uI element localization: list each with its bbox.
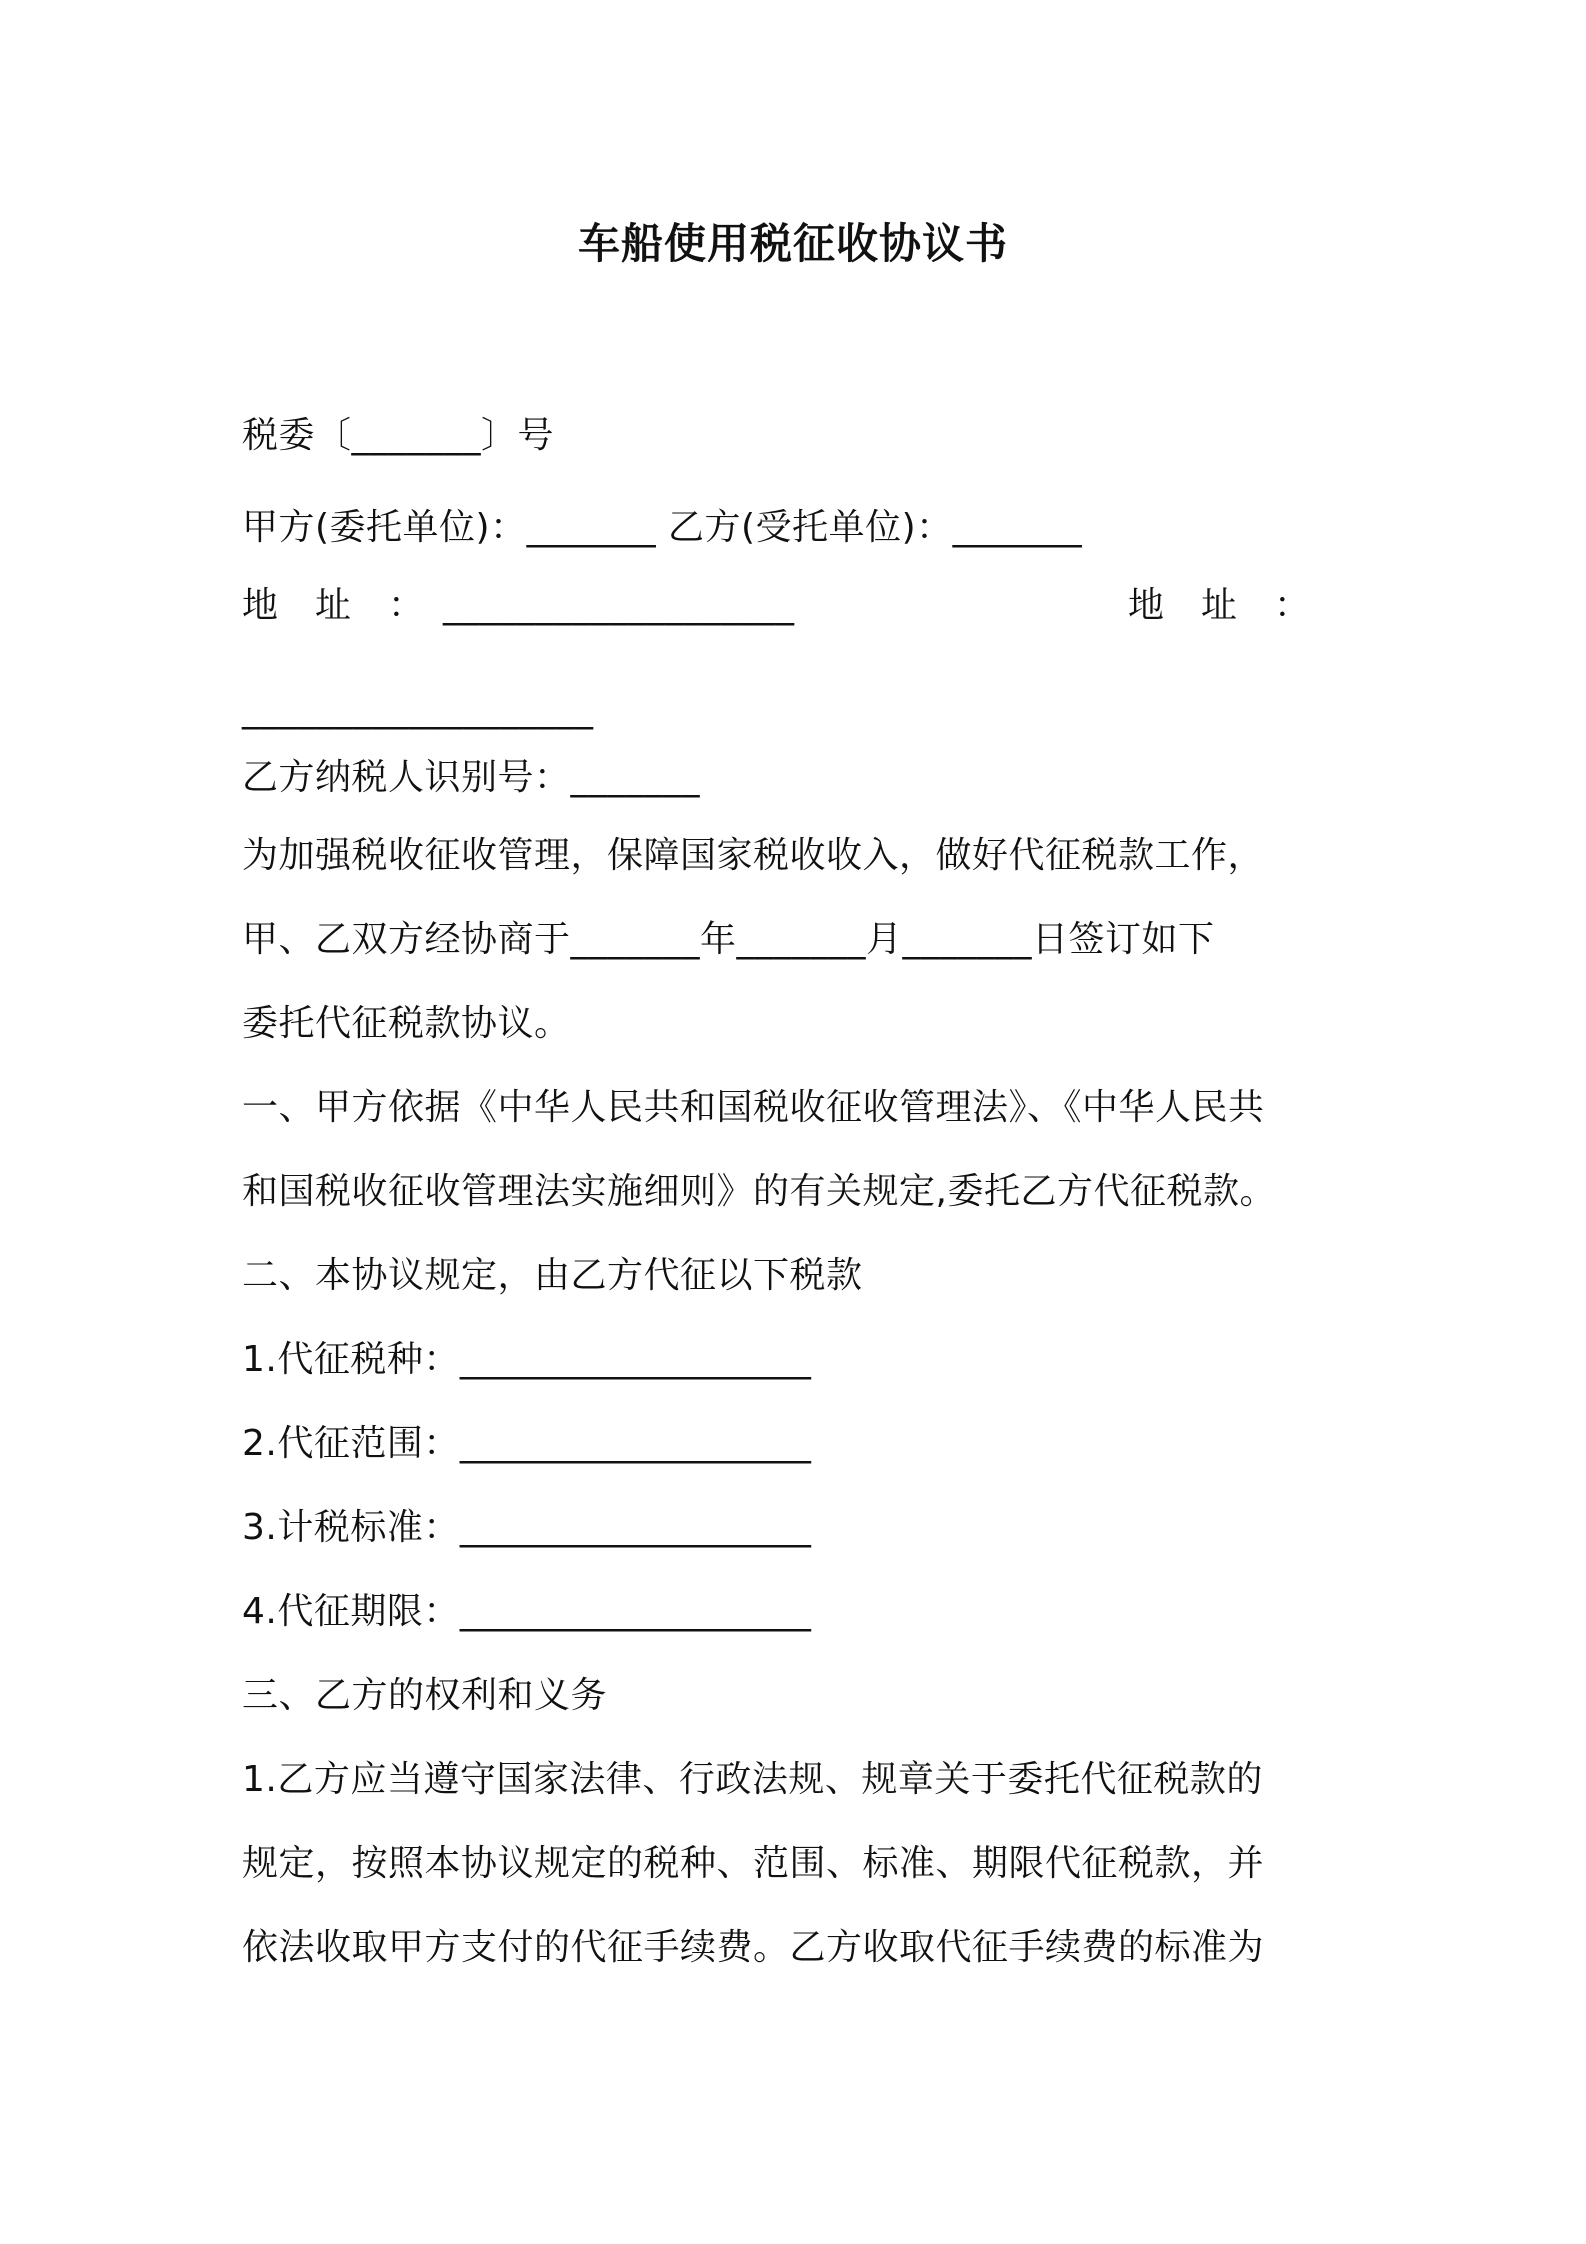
clause-two-item-4: 4.代征期限：___________________: [242, 1591, 812, 1632]
party-b-address-blank: ___________________: [242, 689, 594, 730]
clause-three-item-1-line-3: 依法收取甲方支付的代征手续费。乙方收取代征手续费的标准为: [242, 1927, 1265, 1968]
paragraph-intro-line-3: 委托代征税款协议。: [242, 1003, 571, 1044]
document-title: 车船使用税征收协议书: [577, 219, 1008, 268]
parties-line: 甲方(委托单位)：_______ 乙方(受托单位)：_______: [242, 507, 1083, 548]
paragraph-intro-line-1: 为加强税收征收管理，保障国家税收收入，做好代征税款工作，: [242, 835, 1265, 876]
clause-one-line-1: 一、甲方依据《中华人民共和国税收征收管理法》、《中华人民共: [242, 1087, 1265, 1128]
clause-three-heading: 三、乙方的权利和义务: [242, 1675, 608, 1716]
clause-one-line-2: 和国税收征收管理法实施细则》的有关规定,委托乙方代征税款。: [242, 1171, 1276, 1212]
party-b-address-label: 地 址 ：: [1128, 585, 1311, 626]
clause-two-item-1: 1.代征税种：___________________: [242, 1339, 812, 1380]
tax-commission-number: 税委〔_______〕号: [242, 415, 555, 456]
paragraph-intro-line-2: 甲、乙双方经协商于_______年_______月_______日签订如下: [242, 919, 1215, 960]
party-b-taxpayer-id: 乙方纳税人识别号：_______: [242, 757, 701, 798]
clause-two-item-3: 3.计税标准：___________________: [242, 1507, 812, 1548]
clause-two-item-2: 2.代征范围：___________________: [242, 1423, 812, 1464]
clause-two-heading: 二、本协议规定，由乙方代征以下税款: [242, 1255, 863, 1296]
clause-three-item-1-line-2: 规定，按照本协议规定的税种、范围、标准、期限代征税款，并: [242, 1843, 1265, 1884]
clause-three-item-1-line-1: 1.乙方应当遵守国家法律、行政法规、规章关于委托代征税款的: [242, 1759, 1263, 1800]
party-a-address: 地 址 ： ___________________: [242, 585, 795, 626]
